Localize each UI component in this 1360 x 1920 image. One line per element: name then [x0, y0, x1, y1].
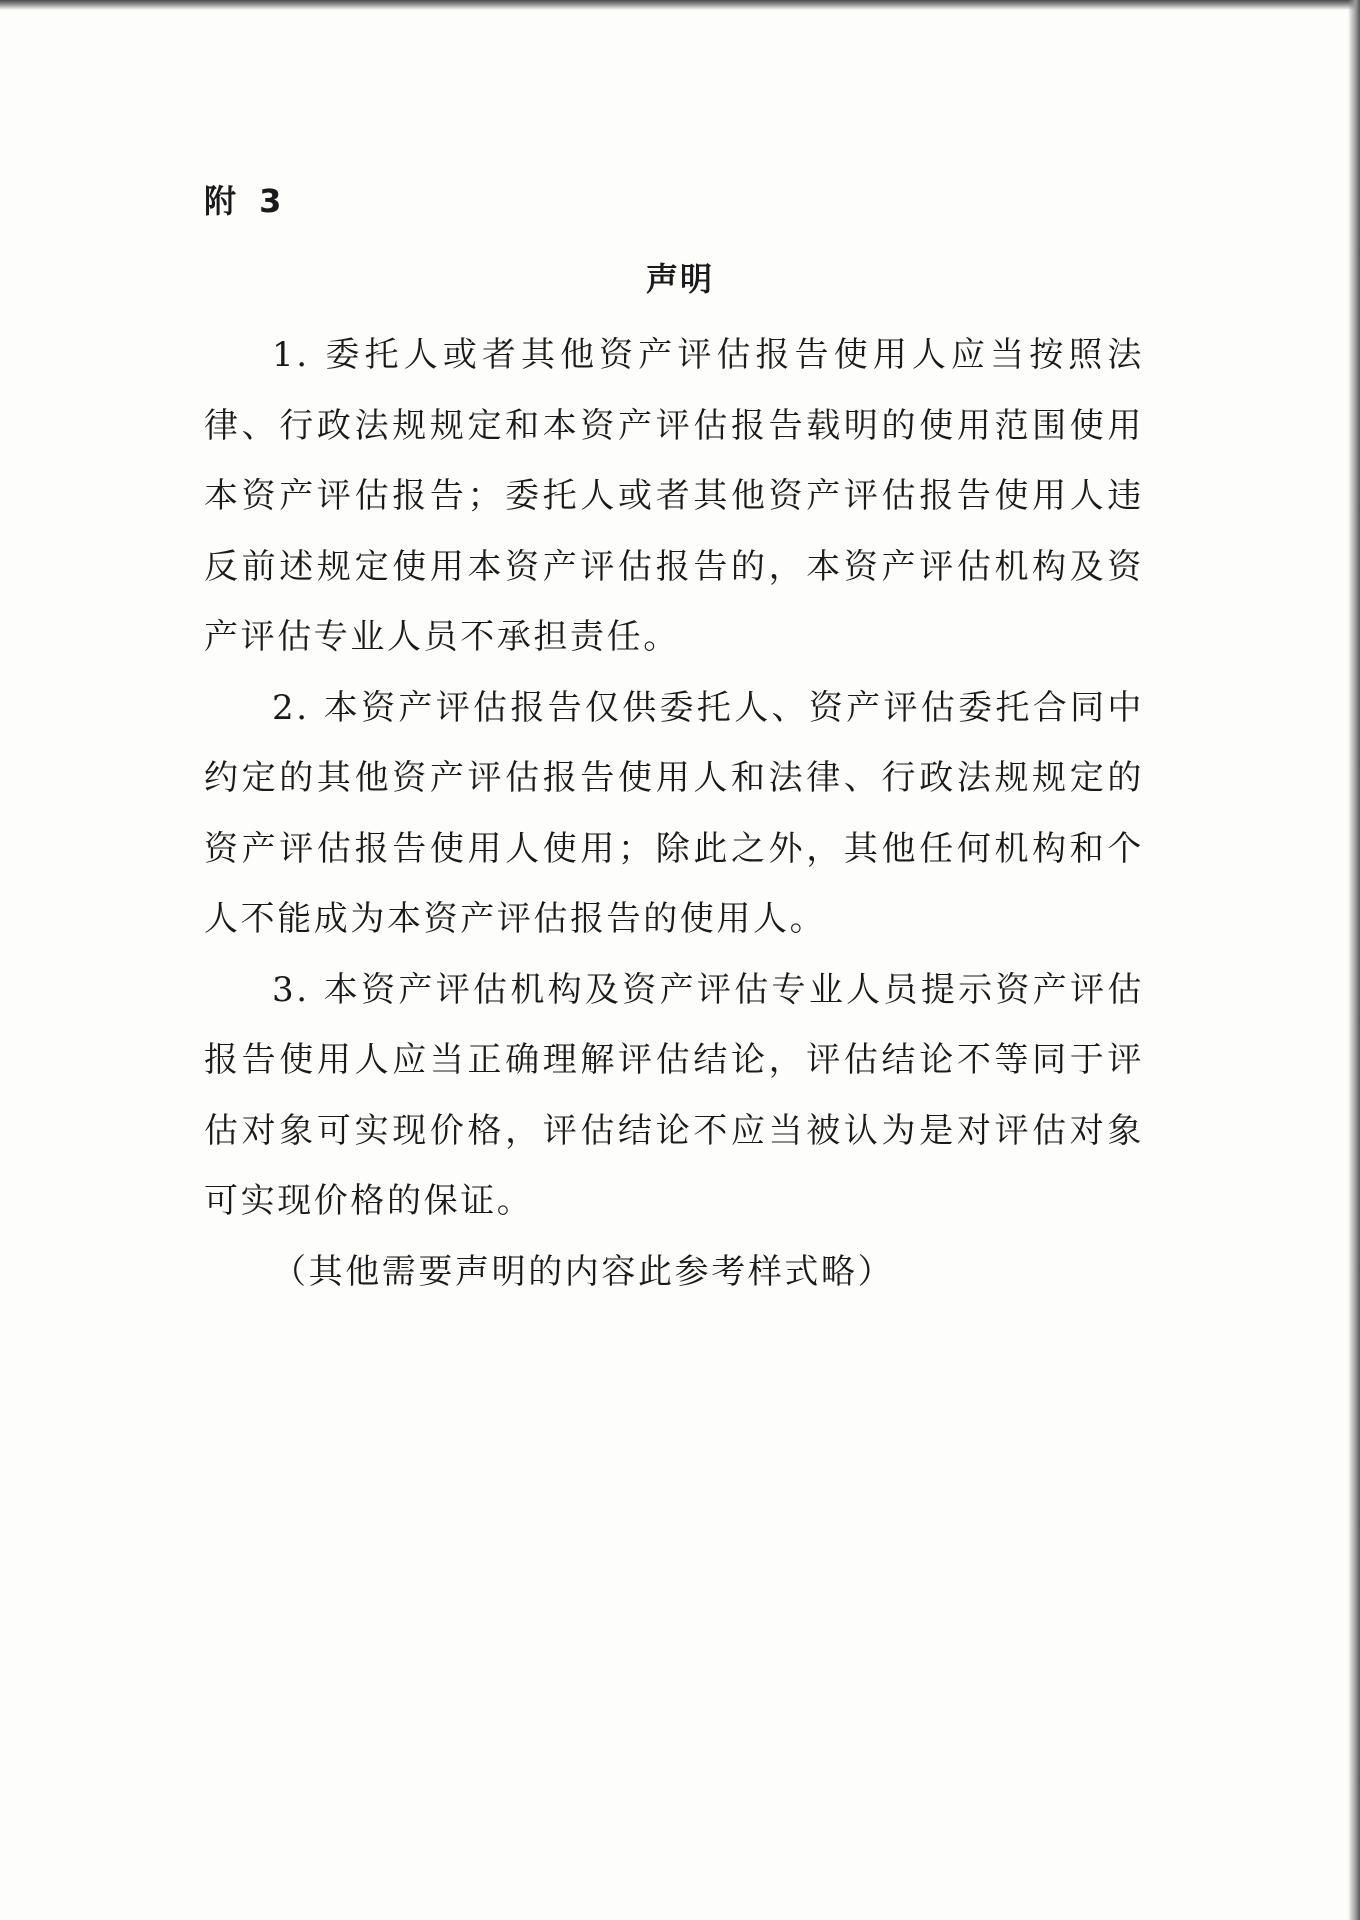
annex-label: 附 3 [204, 182, 288, 220]
declaration-note: （其他需要声明的内容此参考样式略） [272, 1251, 895, 1292]
page-title: 声明 [645, 260, 714, 298]
declaration-body [204, 320, 1144, 1307]
scan-top-edge [0, 0, 1360, 10]
declaration-paragraph-2: 2. 本资产评估报告仅供委托人、资产评估委托合同中约定的其他资产评估报告使用人和法律、行政法规规定的资产评估报告使用人使用；除此之外，其他任何机构和个人不能成为本资产评估报告的使用人。 [204, 687, 1144, 939]
declaration-paragraph-1: 1. 委托人或者其他资产评估报告使用人应当按照法律、行政法规规定和本资产评估报告载明的使用范围使用本资产评估报告；委托人或者其他资产评估报告使用人违反前述规定使用本资产评估报告的，本资产评估机构及资产评估专业人员不承担责任。 [204, 335, 1144, 657]
declaration-paragraph-3: 3. 本资产评估机构及资产评估专业人员提示资产评估报告使用人应当正确理解评估结论，评估结论不等同于评估对象可实现价格，评估结论不应当被认为是对评估对象可实现价格的保证。 [204, 969, 1144, 1221]
